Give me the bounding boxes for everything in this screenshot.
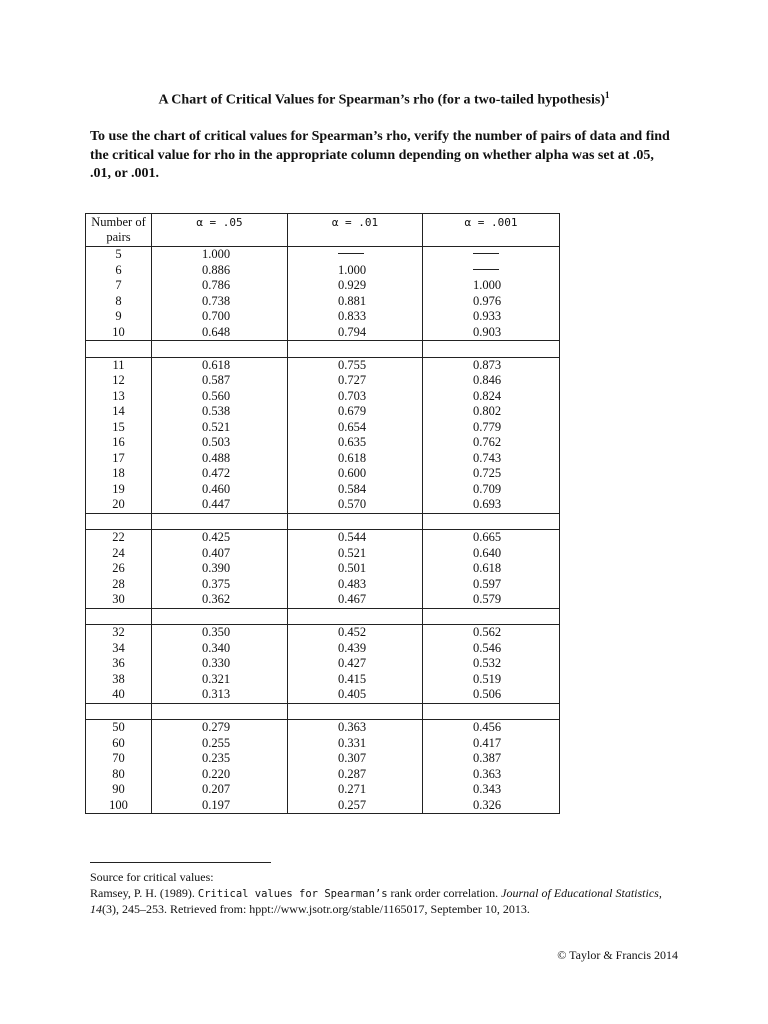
table-row <box>86 546 559 562</box>
pairs-cell: 26 <box>86 561 152 577</box>
citation-journal: Journal of Educational Statistics, <box>501 885 662 900</box>
critical-value-cell: 0.363 <box>473 766 502 781</box>
pairs-cell: 90 <box>86 782 152 798</box>
critical-value-cell: 0.220 <box>152 767 288 783</box>
pairs-cell: 20 <box>86 497 152 513</box>
header-alpha-001: α = .001 <box>464 216 518 229</box>
critical-value-cell: 0.933 <box>473 309 502 323</box>
pairs-cell: 9 <box>86 309 152 325</box>
critical-value-cell: 0.363 <box>288 720 423 736</box>
page-title <box>0 90 768 109</box>
table-row <box>86 767 559 783</box>
critical-value-cell: 0.618 <box>473 561 502 575</box>
critical-value-cell: 0.326 <box>473 797 502 812</box>
critical-value-cell: 0.976 <box>473 293 502 308</box>
critical-value-cell: 0.405 <box>288 687 423 703</box>
critical-value-cell: 0.427 <box>288 656 423 672</box>
critical-value-cell: 0.521 <box>152 420 288 436</box>
table-row <box>86 325 559 341</box>
pairs-cell: 34 <box>86 641 152 657</box>
pairs-cell: 70 <box>86 751 152 767</box>
table-row <box>86 358 559 374</box>
pairs-cell: 40 <box>86 687 152 703</box>
table-row <box>86 278 559 294</box>
critical-value-cell: 0.833 <box>288 309 423 325</box>
critical-value-cell: 0.460 <box>152 482 288 498</box>
critical-value-cell: 0.743 <box>473 450 502 465</box>
critical-value-cell: 0.207 <box>152 782 288 798</box>
critical-value-cell: 0.802 <box>473 404 502 418</box>
critical-value-cell: 0.779 <box>473 419 502 434</box>
critical-value-cell: 0.387 <box>473 751 502 765</box>
header-number-of-pairs: Number of pairs <box>86 214 152 246</box>
critical-value-cell: 0.271 <box>288 782 423 798</box>
critical-value-cell: 0.794 <box>288 325 423 341</box>
critical-value-cell: 0.679 <box>288 404 423 420</box>
pairs-cell: 24 <box>86 546 152 562</box>
critical-value-cell: 0.467 <box>288 592 423 608</box>
critical-value-cell: 0.425 <box>152 530 288 546</box>
empty-cell <box>152 704 288 720</box>
empty-cell <box>86 341 152 357</box>
table-header-row <box>86 214 559 247</box>
critical-value-cell: 0.786 <box>152 278 288 294</box>
table-row <box>86 782 559 798</box>
critical-value-cell: 0.488 <box>152 451 288 467</box>
critical-value-cell: 0.307 <box>288 751 423 767</box>
citation-volume: 14 <box>90 902 102 916</box>
table-row <box>86 720 559 736</box>
critical-value-cell: 1.000 <box>288 263 423 279</box>
critical-value-cell: 0.824 <box>473 388 502 403</box>
critical-value-cell: 0.340 <box>152 641 288 657</box>
pairs-cell: 30 <box>86 592 152 608</box>
table-group-separator <box>86 608 559 626</box>
critical-value-cell: 0.600 <box>288 466 423 482</box>
header-alpha-05: α = .05 <box>152 214 288 246</box>
empty-cell <box>288 704 423 720</box>
empty-cell <box>152 341 288 357</box>
empty-cell <box>152 609 288 625</box>
table-row <box>86 672 559 688</box>
critical-value-cell: 0.648 <box>152 325 288 341</box>
critical-value-cell: 0.313 <box>152 687 288 703</box>
critical-value-cell: 1.000 <box>473 278 502 292</box>
critical-value-cell: 0.375 <box>152 577 288 593</box>
empty-cell <box>423 341 559 357</box>
title-text: A Chart of Critical Values for Spearman’s rho (for a two-tailed hypothesis) <box>158 92 606 108</box>
table-group-separator <box>86 513 559 531</box>
pairs-cell: 80 <box>86 767 152 783</box>
critical-value-cell: 0.727 <box>288 373 423 389</box>
pairs-cell: 19 <box>86 482 152 498</box>
table-group-separator <box>86 703 559 721</box>
critical-value-cell: 0.618 <box>152 358 288 374</box>
critical-value-cell: 0.235 <box>152 751 288 767</box>
table-group-separator <box>86 340 559 358</box>
citation-title-mono: Critical values for Spearman’s <box>197 887 388 900</box>
dash-mark <box>473 269 499 270</box>
critical-value-cell: 0.709 <box>473 481 502 496</box>
table-row <box>86 435 559 451</box>
pairs-cell: 50 <box>86 720 152 736</box>
table-row <box>86 592 559 608</box>
critical-value-cell: 0.618 <box>288 451 423 467</box>
table-row <box>86 497 559 513</box>
table-row <box>86 389 559 405</box>
table-row <box>86 373 559 389</box>
pairs-cell: 38 <box>86 672 152 688</box>
critical-value-cell: 0.350 <box>152 625 288 641</box>
critical-value-cell: 0.501 <box>288 561 423 577</box>
table-row <box>86 577 559 593</box>
pairs-cell: 17 <box>86 451 152 467</box>
critical-value-cell: 0.506 <box>473 687 502 701</box>
critical-value-cell: 0.700 <box>152 309 288 325</box>
pairs-cell: 32 <box>86 625 152 641</box>
critical-value-cell: 0.881 <box>288 294 423 310</box>
critical-value-cell: 0.287 <box>288 767 423 783</box>
critical-value-cell: 0.255 <box>152 736 288 752</box>
critical-value-cell: 0.415 <box>288 672 423 688</box>
pairs-cell: 15 <box>86 420 152 436</box>
pairs-cell: 8 <box>86 294 152 310</box>
critical-value-cell: 0.452 <box>288 625 423 641</box>
empty-cell <box>288 609 423 625</box>
pairs-cell: 7 <box>86 278 152 294</box>
critical-value-cell: 0.439 <box>288 641 423 657</box>
critical-value-cell: 0.929 <box>288 278 423 294</box>
critical-value-cell: 0.725 <box>473 466 502 480</box>
critical-value-cell: 0.483 <box>288 577 423 593</box>
empty-cell <box>423 609 559 625</box>
intro-paragraph: To use the chart of critical values for Spearman’s rho, verify the number of pairs of data and find the critical value for rho in the appropriate column depending on whether alpha was set at .05, .01, or .001. <box>90 129 670 181</box>
pairs-cell: 100 <box>86 798 152 814</box>
critical-value-cell: 0.570 <box>288 497 423 513</box>
table-row <box>86 247 559 263</box>
footnote-label: Source for critical values: <box>90 870 214 884</box>
critical-value-cell: 0.640 <box>473 545 502 560</box>
pairs-cell: 14 <box>86 404 152 420</box>
table-row <box>86 625 559 641</box>
pairs-cell: 60 <box>86 736 152 752</box>
empty-cell <box>152 514 288 530</box>
critical-value-cell: 0.665 <box>473 530 502 544</box>
critical-value-cell: 0.584 <box>288 482 423 498</box>
critical-value-cell: 0.521 <box>288 546 423 562</box>
critical-value-cell: 0.597 <box>473 576 502 591</box>
critical-value-cell: 0.362 <box>152 592 288 608</box>
critical-value-cell: 0.197 <box>152 798 288 814</box>
critical-value-cell: 0.503 <box>152 435 288 451</box>
critical-value-cell <box>288 247 423 263</box>
title-footnote-marker: 1 <box>605 90 610 100</box>
table-row <box>86 561 559 577</box>
empty-cell <box>86 609 152 625</box>
empty-cell <box>86 514 152 530</box>
table-row <box>86 451 559 467</box>
critical-value-cell: 0.846 <box>473 373 502 387</box>
critical-value-cell: 0.886 <box>152 263 288 279</box>
critical-value-cell: 0.447 <box>152 497 288 513</box>
empty-cell <box>86 704 152 720</box>
pairs-cell: 10 <box>86 325 152 341</box>
citation-rest: (3), 245–253. Retrieved from: hppt://www.jsotr.org/stable/1165017, September 10, 2013. <box>102 902 530 916</box>
critical-value-cell: 0.532 <box>473 656 502 670</box>
footnote-rule <box>90 862 271 863</box>
critical-value-cell: 0.330 <box>152 656 288 672</box>
critical-value-cell: 0.407 <box>152 546 288 562</box>
critical-value-cell: 0.903 <box>473 324 502 339</box>
empty-cell <box>423 514 559 530</box>
footnote <box>90 870 690 918</box>
critical-value-cell: 0.546 <box>473 640 502 655</box>
pairs-cell: 13 <box>86 389 152 405</box>
empty-cell <box>288 341 423 357</box>
pairs-cell: 22 <box>86 530 152 546</box>
critical-value-cell: 0.390 <box>152 561 288 577</box>
dash-mark <box>473 253 499 254</box>
critical-value-cell <box>423 263 559 279</box>
pairs-cell: 18 <box>86 466 152 482</box>
critical-value-cell: 0.562 <box>473 625 502 639</box>
table-row <box>86 482 559 498</box>
dash-mark <box>338 253 364 254</box>
table-row <box>86 687 559 703</box>
pairs-cell: 36 <box>86 656 152 672</box>
empty-cell <box>288 514 423 530</box>
critical-value-cell: 1.000 <box>152 247 288 263</box>
critical-value-cell: 0.331 <box>288 736 423 752</box>
critical-value-cell: 0.560 <box>152 389 288 405</box>
table-row <box>86 751 559 767</box>
critical-value-cell: 0.456 <box>473 720 502 734</box>
table-row <box>86 466 559 482</box>
pairs-cell: 28 <box>86 577 152 593</box>
critical-value-cell: 0.587 <box>152 373 288 389</box>
critical-value-cell: 0.755 <box>288 358 423 374</box>
footnote-citation <box>90 886 690 918</box>
critical-value-cell: 0.472 <box>152 466 288 482</box>
critical-value-cell: 0.538 <box>152 404 288 420</box>
critical-value-cell: 0.654 <box>288 420 423 436</box>
empty-cell <box>423 704 559 720</box>
critical-value-cell: 0.579 <box>473 592 502 606</box>
critical-value-cell: 0.762 <box>473 435 502 449</box>
critical-value-cell: 0.635 <box>288 435 423 451</box>
critical-value-cell: 0.279 <box>152 720 288 736</box>
critical-value-cell: 0.693 <box>473 497 502 511</box>
pairs-cell: 5 <box>86 247 152 263</box>
critical-values-table <box>85 213 560 814</box>
critical-value-cell <box>423 247 559 263</box>
table-row <box>86 641 559 657</box>
pairs-cell: 12 <box>86 373 152 389</box>
citation-author: Ramsey, P. H. (1989). <box>90 885 198 900</box>
table-row <box>86 420 559 436</box>
citation-title-rest: rank order correlation. <box>387 885 502 900</box>
critical-value-cell: 0.519 <box>473 671 502 686</box>
table-row <box>86 736 559 752</box>
pairs-cell: 11 <box>86 358 152 374</box>
critical-value-cell: 0.703 <box>288 389 423 405</box>
critical-value-cell: 0.544 <box>288 530 423 546</box>
critical-value-cell: 0.738 <box>152 294 288 310</box>
table-row <box>86 530 559 546</box>
table-row <box>86 263 559 279</box>
table-row <box>86 798 559 814</box>
table-row <box>86 404 559 420</box>
pairs-cell: 6 <box>86 263 152 279</box>
critical-value-cell: 0.321 <box>152 672 288 688</box>
pairs-cell: 16 <box>86 435 152 451</box>
table-row <box>86 656 559 672</box>
critical-value-cell: 0.417 <box>473 735 502 750</box>
critical-value-cell: 0.257 <box>288 798 423 814</box>
critical-value-cell: 0.343 <box>473 782 502 796</box>
copyright: © Taylor & Francis 2014 <box>557 948 678 962</box>
table-row <box>86 309 559 325</box>
header-alpha-01: α = .01 <box>288 214 423 246</box>
critical-value-cell: 0.873 <box>473 357 502 372</box>
table-row <box>86 294 559 310</box>
